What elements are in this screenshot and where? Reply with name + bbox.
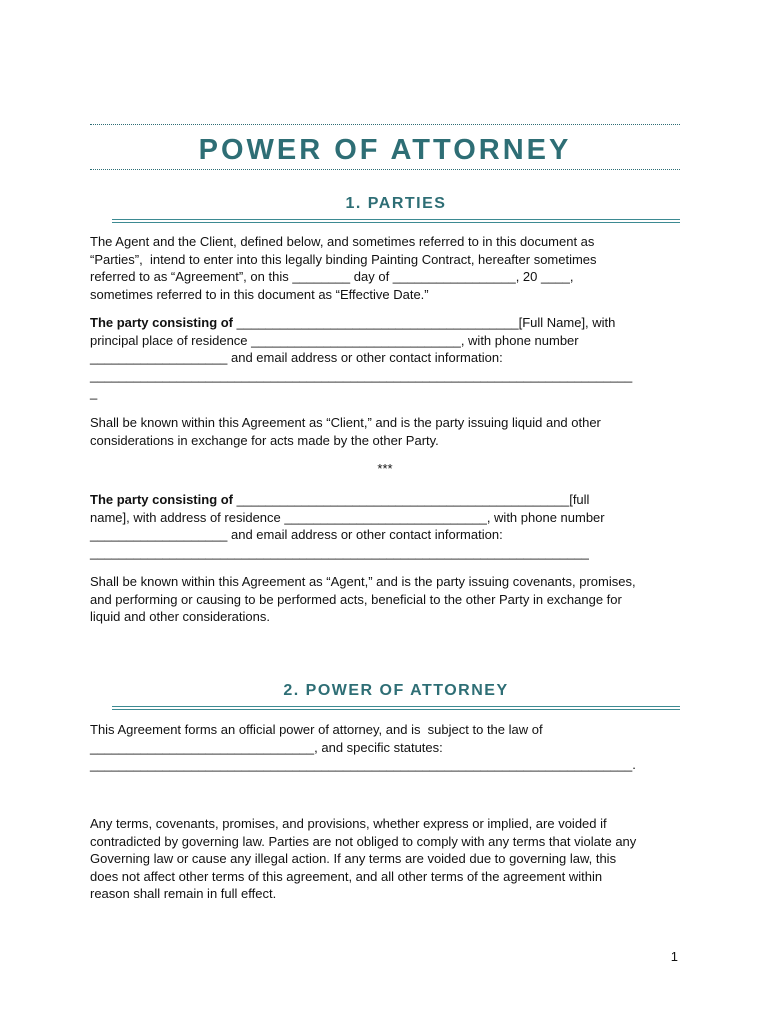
party-lead-label: The party consisting of <box>90 492 234 507</box>
parties-intro-paragraph <box>90 233 680 303</box>
section-1-heading <box>112 194 680 223</box>
agent-party-block <box>90 491 680 561</box>
text-line: Shall be known within this Agreement as “Agent,” and is the party issuing covenants, promises, <box>90 574 636 589</box>
text-line: Governing law or cause any illegal action. If any terms are voided due to governing law, this <box>90 851 617 867</box>
section-2-heading <box>112 681 680 710</box>
document-title: POWER OF ATTORNEY <box>198 134 572 166</box>
text-line: does not affect other terms of this agreement, and all other terms of the agreement within <box>90 868 603 884</box>
section-2-double-rule <box>112 706 680 710</box>
section-1-title: 1. PARTIES <box>345 195 447 212</box>
client-description-paragraph <box>90 414 680 449</box>
text-line: liquid and other considerations. <box>90 609 270 625</box>
page-number: 1 <box>670 949 678 964</box>
text-line <box>90 314 680 332</box>
full-name-blank: ______________________________________________[full <box>233 492 590 507</box>
text-line: contradicted by governing law. Parties are not obliged to comply with any terms that violate any <box>90 833 637 849</box>
residence-blank-line: name], with address of residence ____________________________, with phone number <box>90 509 605 525</box>
text-line: This Agreement forms an official power of attorney, and is subject to the law of <box>90 722 543 737</box>
residence-blank-line: principal place of residence _____________________________, with phone number <box>90 332 579 348</box>
contact-blank-line-overflow: _ <box>90 385 98 401</box>
agent-description-paragraph <box>90 573 680 626</box>
text-line: sometimes referred to in this document as “Effective Date.” <box>90 286 429 302</box>
text-line: and performing or causing to be performed acts, beneficial to the other Party in exchange for <box>90 591 622 607</box>
client-party-block <box>90 314 680 402</box>
text-line: Any terms, covenants, promises, and provisions, whether express or implied, are voided if <box>90 816 607 831</box>
title-dotted-rule-bottom <box>90 169 680 170</box>
text-line: The Agent and the Client, defined below, and sometimes referred to in this document as <box>90 234 595 249</box>
party-lead-label: The party consisting of <box>90 315 234 330</box>
full-name-blank: _______________________________________[Full Name], with <box>233 315 616 330</box>
phone-email-line: ___________________ and email address or other contact information: <box>90 527 503 543</box>
section-1-double-rule <box>112 219 680 223</box>
jurisdiction-blank-line: _______________________________, and specific statutes: <box>90 739 443 755</box>
text-line <box>90 491 680 509</box>
text-line: reason shall remain in full effect. <box>90 886 277 902</box>
separator-asterisks: *** <box>377 461 393 476</box>
statutes-blank-line: ___________________________________________________________________________. <box>90 757 636 773</box>
phone-email-line: ___________________ and email address or other contact information: <box>90 350 503 366</box>
contact-blank-line: _____________________________________________________________________ <box>90 544 589 560</box>
title-block <box>90 124 680 170</box>
contact-blank-line: ___________________________________________________________________________ <box>90 367 633 383</box>
text-line: “Parties”, intend to enter into this legally binding Painting Contract, hereafter sometimes <box>90 251 597 267</box>
text-line: considerations in exchange for acts made by the other Party. <box>90 432 439 448</box>
title-dotted-rule-top <box>90 124 680 125</box>
governing-law-paragraph <box>90 721 680 774</box>
void-terms-paragraph <box>90 815 680 903</box>
section-2-title: 2. POWER OF ATTORNEY <box>283 682 509 699</box>
text-line: Shall be known within this Agreement as “Client,” and is the party issuing liquid and other <box>90 415 601 430</box>
text-line: referred to as “Agreement”, on this ________ day of _________________, 20 ____, <box>90 269 574 285</box>
